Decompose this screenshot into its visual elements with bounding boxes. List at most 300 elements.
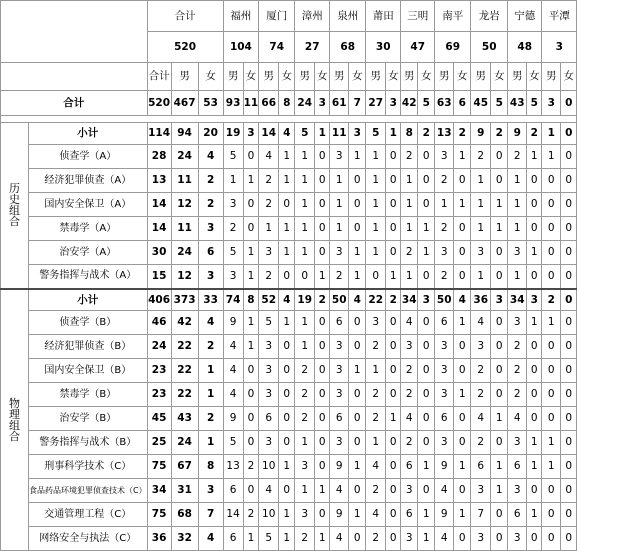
major-cell: 2: [435, 169, 454, 193]
major-cell: 1: [527, 311, 542, 335]
major-cell: 4: [366, 503, 386, 527]
major-cell: 3: [435, 431, 454, 455]
major-cell: 2: [198, 335, 223, 359]
header-city-name: 三明: [401, 1, 435, 32]
major-cell: 2: [243, 503, 259, 527]
header-city-name: 莆田: [366, 1, 401, 32]
major-cell: 5: [223, 241, 243, 265]
group-name-char: 史: [9, 193, 20, 207]
major-cell: 14: [147, 217, 171, 241]
major-cell: 3: [508, 311, 527, 335]
total-cell: 5: [418, 91, 435, 116]
major-cell: 1: [471, 193, 491, 217]
major-cell: 1: [386, 407, 401, 431]
header-female: 女: [454, 63, 471, 91]
major-cell: 14: [223, 503, 243, 527]
total-cell: 53: [198, 91, 223, 116]
major-cell: 24: [147, 335, 171, 359]
major-cell: 0: [386, 145, 401, 169]
major-cell: 3: [471, 479, 491, 503]
major-cell: 3: [198, 265, 223, 289]
group-name-char: 组: [9, 418, 20, 432]
header-total-label: 合计: [147, 1, 223, 32]
major-cell: 2: [259, 193, 279, 217]
major-cell: 2: [295, 383, 315, 407]
group-name-char: 物: [9, 396, 20, 410]
subtotal-cell: 36: [471, 289, 491, 311]
major-cell: 2: [259, 169, 279, 193]
subtotal-cell: 2: [315, 289, 330, 311]
major-cell: 1: [366, 431, 386, 455]
subtotal-cell: 13: [435, 123, 454, 145]
major-row: [1, 145, 577, 169]
major-cell: 1: [527, 431, 542, 455]
subtotal-cell: 0: [561, 123, 577, 145]
major-row: [1, 265, 577, 289]
subtotal-cell: 3: [349, 123, 366, 145]
major-cell: 2: [435, 217, 454, 241]
subtotal-cell: 114: [147, 123, 171, 145]
major-cell: 4: [471, 407, 491, 431]
major-cell: 2: [508, 359, 527, 383]
major-label: 禁毒学（B）: [29, 383, 148, 407]
major-cell: 1: [279, 241, 295, 265]
major-cell: 4: [330, 479, 349, 503]
major-cell: 22: [171, 359, 198, 383]
major-cell: 0: [491, 383, 508, 407]
major-cell: 4: [401, 407, 418, 431]
major-cell: 1: [491, 217, 508, 241]
subtotal-cell: 4: [279, 289, 295, 311]
major-row: [1, 503, 577, 527]
group-name: [1, 123, 29, 289]
major-label: 警务指挥与战术（A）: [29, 265, 148, 289]
major-cell: 3: [223, 265, 243, 289]
major-row: [1, 455, 577, 479]
total-cell: 0: [561, 91, 577, 116]
major-cell: 2: [366, 407, 386, 431]
major-cell: 24: [171, 431, 198, 455]
major-cell: 0: [542, 193, 561, 217]
major-cell: 3: [435, 383, 454, 407]
major-cell: 5: [259, 311, 279, 335]
major-cell: 0: [527, 527, 542, 551]
major-cell: 0: [386, 479, 401, 503]
major-cell: 0: [491, 359, 508, 383]
major-cell: 0: [561, 359, 577, 383]
total-cell: 42: [401, 91, 418, 116]
subtotal-cell: 406: [147, 289, 171, 311]
total-row: [1, 91, 577, 116]
major-cell: 0: [315, 431, 330, 455]
group-name-char: 历: [9, 182, 20, 196]
major-cell: 0: [561, 241, 577, 265]
major-cell: 2: [295, 527, 315, 551]
major-cell: 1: [295, 193, 315, 217]
major-cell: 6: [223, 527, 243, 551]
major-cell: 2: [508, 383, 527, 407]
major-cell: 3: [259, 431, 279, 455]
major-row: [1, 527, 577, 551]
major-cell: 45: [147, 407, 171, 431]
major-cell: 0: [315, 383, 330, 407]
major-cell: 0: [279, 431, 295, 455]
major-cell: 9: [330, 455, 349, 479]
major-label: 交通管理工程（C）: [29, 503, 148, 527]
major-cell: 23: [147, 383, 171, 407]
major-cell: 1: [542, 455, 561, 479]
major-cell: 3: [366, 311, 386, 335]
header-city-name: 福州: [223, 1, 259, 32]
major-cell: 1: [349, 455, 366, 479]
header-male: 男: [366, 63, 386, 91]
major-cell: 1: [330, 193, 349, 217]
major-cell: 0: [315, 311, 330, 335]
major-cell: 2: [366, 479, 386, 503]
major-cell: 30: [147, 241, 171, 265]
major-cell: 3: [435, 241, 454, 265]
subtotal-cell: 50: [330, 289, 349, 311]
major-label: 经济犯罪侦查（B）: [29, 335, 148, 359]
major-cell: 1: [527, 503, 542, 527]
header-female: 女: [349, 63, 366, 91]
major-cell: 1: [418, 527, 435, 551]
major-cell: 1: [198, 383, 223, 407]
major-cell: 4: [330, 527, 349, 551]
major-cell: 1: [330, 169, 349, 193]
major-cell: 0: [454, 265, 471, 289]
subtotal-cell: 19: [295, 289, 315, 311]
major-cell: 0: [542, 407, 561, 431]
major-cell: 4: [223, 359, 243, 383]
major-cell: 2: [401, 383, 418, 407]
major-cell: 3: [508, 527, 527, 551]
major-cell: 3: [330, 359, 349, 383]
major-cell: 0: [561, 265, 577, 289]
major-cell: 0: [454, 359, 471, 383]
major-cell: 1: [491, 455, 508, 479]
major-cell: 0: [418, 407, 435, 431]
major-cell: 3: [508, 431, 527, 455]
header-female: 女: [491, 63, 508, 91]
subtotal-cell: 9: [471, 123, 491, 145]
major-cell: 0: [491, 145, 508, 169]
major-cell: 2: [401, 241, 418, 265]
major-cell: 0: [243, 193, 259, 217]
major-cell: 3: [259, 383, 279, 407]
subtotal-cell: 22: [366, 289, 386, 311]
header-female: 女: [527, 63, 542, 91]
header-male: 男: [471, 63, 491, 91]
major-cell: 0: [418, 169, 435, 193]
major-cell: 0: [561, 431, 577, 455]
major-cell: 2: [435, 265, 454, 289]
major-cell: 0: [279, 265, 295, 289]
total-cell: 66: [259, 91, 279, 116]
major-cell: 1: [279, 217, 295, 241]
major-cell: 0: [243, 479, 259, 503]
major-cell: 3: [259, 335, 279, 359]
major-cell: 0: [315, 455, 330, 479]
major-cell: 2: [223, 217, 243, 241]
major-cell: 2: [366, 527, 386, 551]
header-total-count: 520: [147, 32, 223, 63]
major-cell: 6: [259, 407, 279, 431]
major-cell: 5: [223, 145, 243, 169]
subtotal-label: 小计: [29, 123, 148, 145]
major-cell: 6: [435, 407, 454, 431]
major-cell: 1: [508, 265, 527, 289]
major-row: [1, 431, 577, 455]
major-cell: 2: [366, 335, 386, 359]
header-male: 男: [171, 63, 198, 91]
major-cell: 4: [435, 479, 454, 503]
major-cell: 1: [243, 335, 259, 359]
major-cell: 0: [527, 359, 542, 383]
major-cell: 0: [418, 311, 435, 335]
header-row-gender: [1, 63, 577, 91]
subtotal-cell: 50: [435, 289, 454, 311]
major-cell: 46: [147, 311, 171, 335]
subtotal-label: 小计: [29, 289, 148, 311]
major-label: 刑事科学技术（C）: [29, 455, 148, 479]
major-cell: 1: [454, 455, 471, 479]
header-city-count: 69: [435, 32, 471, 63]
major-cell: 0: [243, 217, 259, 241]
major-cell: 6: [471, 455, 491, 479]
major-cell: 1: [508, 169, 527, 193]
spacer-row: [1, 116, 577, 123]
major-cell: 1: [295, 335, 315, 359]
major-label: 治安学（B）: [29, 407, 148, 431]
major-cell: 0: [454, 431, 471, 455]
subtotal-cell: 3: [418, 289, 435, 311]
major-cell: 0: [349, 383, 366, 407]
major-cell: 15: [147, 265, 171, 289]
major-cell: 0: [349, 407, 366, 431]
subtotal-cell: 4: [349, 289, 366, 311]
major-cell: 0: [243, 407, 259, 431]
major-cell: 3: [295, 455, 315, 479]
major-cell: 0: [386, 359, 401, 383]
major-cell: 0: [561, 311, 577, 335]
major-cell: 1: [315, 527, 330, 551]
header-female: 女: [279, 63, 295, 91]
major-cell: 0: [386, 311, 401, 335]
subtotal-cell: 2: [542, 289, 561, 311]
header-male: 男: [295, 63, 315, 91]
major-cell: 1: [401, 217, 418, 241]
major-cell: 2: [198, 169, 223, 193]
header-city-count: 50: [471, 32, 508, 63]
major-cell: 1: [279, 503, 295, 527]
total-cell: 11: [243, 91, 259, 116]
header-city-name: 南平: [435, 1, 471, 32]
major-cell: 1: [295, 145, 315, 169]
major-cell: 0: [454, 479, 471, 503]
major-cell: 2: [401, 431, 418, 455]
major-cell: 1: [223, 169, 243, 193]
major-cell: 2: [259, 265, 279, 289]
subtotal-cell: 5: [366, 123, 386, 145]
major-cell: 0: [561, 503, 577, 527]
major-label: 侦查学（A）: [29, 145, 148, 169]
subtotal-cell: 34: [508, 289, 527, 311]
header-city-name: 厦门: [259, 1, 295, 32]
major-cell: 0: [491, 503, 508, 527]
major-cell: 0: [561, 455, 577, 479]
major-cell: 1: [418, 455, 435, 479]
major-cell: 1: [386, 265, 401, 289]
subtotal-cell: 1: [542, 123, 561, 145]
major-cell: 0: [491, 169, 508, 193]
major-cell: 0: [561, 335, 577, 359]
major-label: 警务指挥与战术（B）: [29, 431, 148, 455]
major-cell: 0: [386, 455, 401, 479]
major-cell: 2: [295, 407, 315, 431]
major-cell: 0: [386, 241, 401, 265]
major-cell: 1: [315, 265, 330, 289]
major-cell: 0: [542, 503, 561, 527]
major-cell: 1: [243, 169, 259, 193]
major-cell: 0: [542, 265, 561, 289]
total-cell: 5: [491, 91, 508, 116]
major-cell: 1: [349, 265, 366, 289]
major-cell: 1: [279, 311, 295, 335]
header-city-count: 30: [366, 32, 401, 63]
major-cell: 0: [527, 169, 542, 193]
major-cell: 0: [349, 193, 366, 217]
major-cell: 0: [386, 217, 401, 241]
subtotal-cell: 8: [401, 123, 418, 145]
major-row: [1, 311, 577, 335]
major-cell: 0: [491, 431, 508, 455]
header-total-sub: 合计: [147, 63, 171, 91]
major-cell: 1: [366, 359, 386, 383]
subtotal-cell: 14: [259, 123, 279, 145]
major-cell: 2: [471, 145, 491, 169]
major-cell: 4: [259, 479, 279, 503]
major-cell: 6: [508, 455, 527, 479]
major-cell: 34: [147, 479, 171, 503]
major-cell: 13: [223, 455, 243, 479]
total-row-label: 合计: [1, 91, 148, 116]
major-cell: 24: [171, 241, 198, 265]
major-cell: 0: [527, 265, 542, 289]
major-row: [1, 479, 577, 503]
major-label: 经济犯罪侦查（A）: [29, 169, 148, 193]
major-cell: 0: [561, 383, 577, 407]
total-cell: 43: [508, 91, 527, 116]
major-cell: 0: [279, 383, 295, 407]
major-cell: 2: [508, 335, 527, 359]
total-cell: 520: [147, 91, 171, 116]
major-cell: 0: [418, 145, 435, 169]
major-cell: 1: [542, 145, 561, 169]
major-cell: 0: [561, 145, 577, 169]
major-cell: 0: [454, 407, 471, 431]
major-cell: 1: [315, 479, 330, 503]
major-cell: 2: [366, 383, 386, 407]
major-cell: 22: [171, 383, 198, 407]
subtotal-cell: 2: [491, 123, 508, 145]
subtotal-cell: 373: [171, 289, 198, 311]
major-cell: 1: [295, 217, 315, 241]
major-cell: 4: [401, 311, 418, 335]
major-cell: 0: [542, 527, 561, 551]
subtotal-cell: 11: [330, 123, 349, 145]
major-cell: 10: [259, 455, 279, 479]
major-cell: 1: [454, 311, 471, 335]
major-cell: 1: [295, 431, 315, 455]
header-row-names: [1, 1, 577, 32]
major-cell: 1: [418, 217, 435, 241]
major-cell: 1: [330, 217, 349, 241]
major-cell: 0: [349, 431, 366, 455]
major-cell: 1: [279, 455, 295, 479]
major-cell: 22: [171, 335, 198, 359]
major-cell: 3: [471, 335, 491, 359]
major-cell: 4: [198, 527, 223, 551]
major-cell: 4: [198, 311, 223, 335]
major-cell: 5: [259, 527, 279, 551]
major-cell: 0: [454, 217, 471, 241]
major-cell: 0: [527, 217, 542, 241]
major-cell: 0: [279, 335, 295, 359]
major-cell: 3: [508, 241, 527, 265]
major-cell: 3: [295, 503, 315, 527]
subtotal-cell: 2: [386, 289, 401, 311]
major-cell: 1: [243, 241, 259, 265]
major-cell: 9: [330, 503, 349, 527]
major-cell: 3: [471, 527, 491, 551]
subtotal-cell: 74: [223, 289, 243, 311]
major-cell: 0: [527, 193, 542, 217]
major-cell: 0: [527, 407, 542, 431]
major-cell: 0: [279, 479, 295, 503]
major-cell: 1: [435, 193, 454, 217]
major-cell: 2: [401, 359, 418, 383]
major-cell: 6: [401, 503, 418, 527]
major-cell: 0: [542, 169, 561, 193]
major-cell: 1: [198, 359, 223, 383]
subtotal-cell: 0: [561, 289, 577, 311]
major-cell: 31: [171, 479, 198, 503]
header-female: 女: [561, 63, 577, 91]
group-name-char: 合: [9, 429, 20, 443]
major-cell: 0: [315, 359, 330, 383]
major-cell: 0: [386, 431, 401, 455]
major-cell: 4: [508, 407, 527, 431]
major-cell: 0: [349, 311, 366, 335]
major-cell: 10: [259, 503, 279, 527]
subtotal-cell: 1: [386, 123, 401, 145]
major-cell: 2: [471, 383, 491, 407]
major-cell: 0: [454, 169, 471, 193]
major-cell: 0: [561, 169, 577, 193]
subtotal-cell: 19: [223, 123, 243, 145]
header-female: 女: [386, 63, 401, 91]
header-female: 女: [315, 63, 330, 91]
header-city-name: 漳州: [295, 1, 330, 32]
major-cell: 1: [295, 479, 315, 503]
major-cell: 1: [508, 193, 527, 217]
major-cell: 2: [508, 145, 527, 169]
major-cell: 1: [295, 241, 315, 265]
major-cell: 2: [295, 359, 315, 383]
subtotal-cell: 3: [491, 289, 508, 311]
major-row: [1, 335, 577, 359]
